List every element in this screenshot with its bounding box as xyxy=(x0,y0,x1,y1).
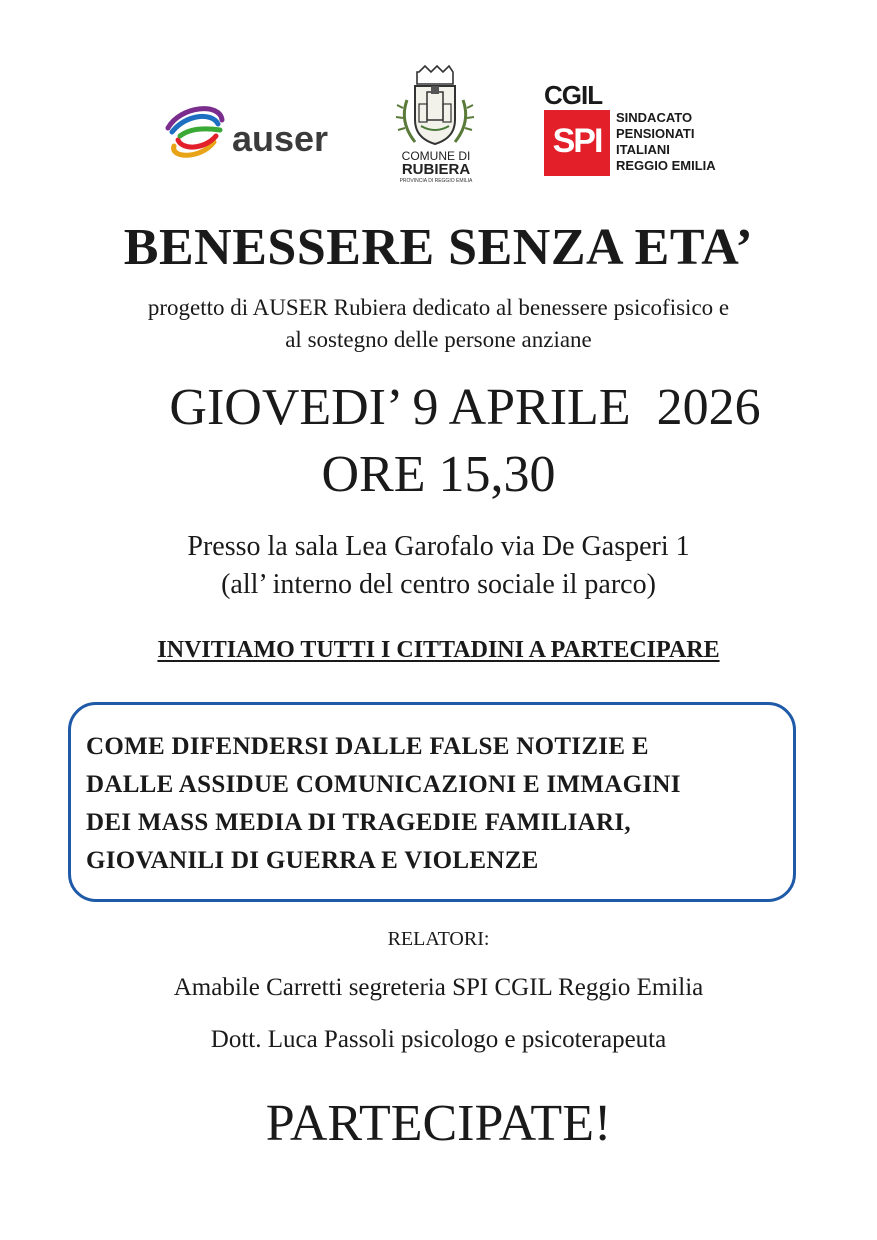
spi-side-line-3: ITALIANI xyxy=(616,142,670,157)
invite-heading: INVITIAMO TUTTI I CITTADINI A PARTECIPARE xyxy=(157,637,720,663)
speaker-item-1: Amabile Carretti segreteria SPI CGIL Reggio Emilia xyxy=(173,974,704,1001)
event-venue xyxy=(0,528,877,604)
event-date: GIOVEDI’ 9 APRILE 2026 xyxy=(169,379,761,436)
spi-logo-text: SPI xyxy=(552,122,602,160)
topic-text xyxy=(86,728,796,880)
poster-subtitle xyxy=(0,292,877,356)
cgil-logo-text: CGIL xyxy=(544,80,603,110)
topic-line-4: GIOVANILI DI GUERRA E VIOLENZE xyxy=(86,847,539,874)
auser-logo-text: auser xyxy=(232,118,329,159)
speakers-label: RELATORI: xyxy=(387,928,490,950)
event-time: ORE 15,30 xyxy=(321,446,556,503)
venue-line-2: (all’ interno del centro sociale il parco) xyxy=(221,569,656,600)
closing-call-to-action: PARTECIPATE! xyxy=(265,1095,612,1152)
spi-side-line-1: SINDACATO xyxy=(616,110,693,125)
subtitle-line-2: al sostegno delle persone anziane xyxy=(285,327,592,352)
venue-line-1: Presso la sala Lea Garofalo via De Gasperi 1 xyxy=(187,531,690,562)
comune-name-line2: RUBIERA xyxy=(401,161,471,178)
spi-side-line-4: REGGIO EMILIA xyxy=(616,158,716,173)
speaker-item-2: Dott. Luca Passoli psicologo e psicoterapeuta xyxy=(210,1026,667,1053)
comune-name-line1: COMUNE DI xyxy=(401,149,471,163)
subtitle-line-1: progetto di AUSER Rubiera dedicato al benessere psicofisico e xyxy=(147,295,730,320)
comune-province-line: PROVINCIA DI REGGIO EMILIA xyxy=(399,178,473,184)
spi-side-line-2: PENSIONATI xyxy=(616,126,695,141)
topic-line-2: DALLE ASSIDUE COMUNICAZIONI E IMMAGINI xyxy=(86,771,681,798)
topic-line-3: DEI MASS MEDIA DI TRAGEDIE FAMILIARI, xyxy=(86,809,631,836)
topic-line-1: COME DIFENDERSI DALLE FALSE NOTIZIE E xyxy=(86,733,649,760)
poster-title: BENESSERE SENZA ETA’ xyxy=(123,219,754,276)
